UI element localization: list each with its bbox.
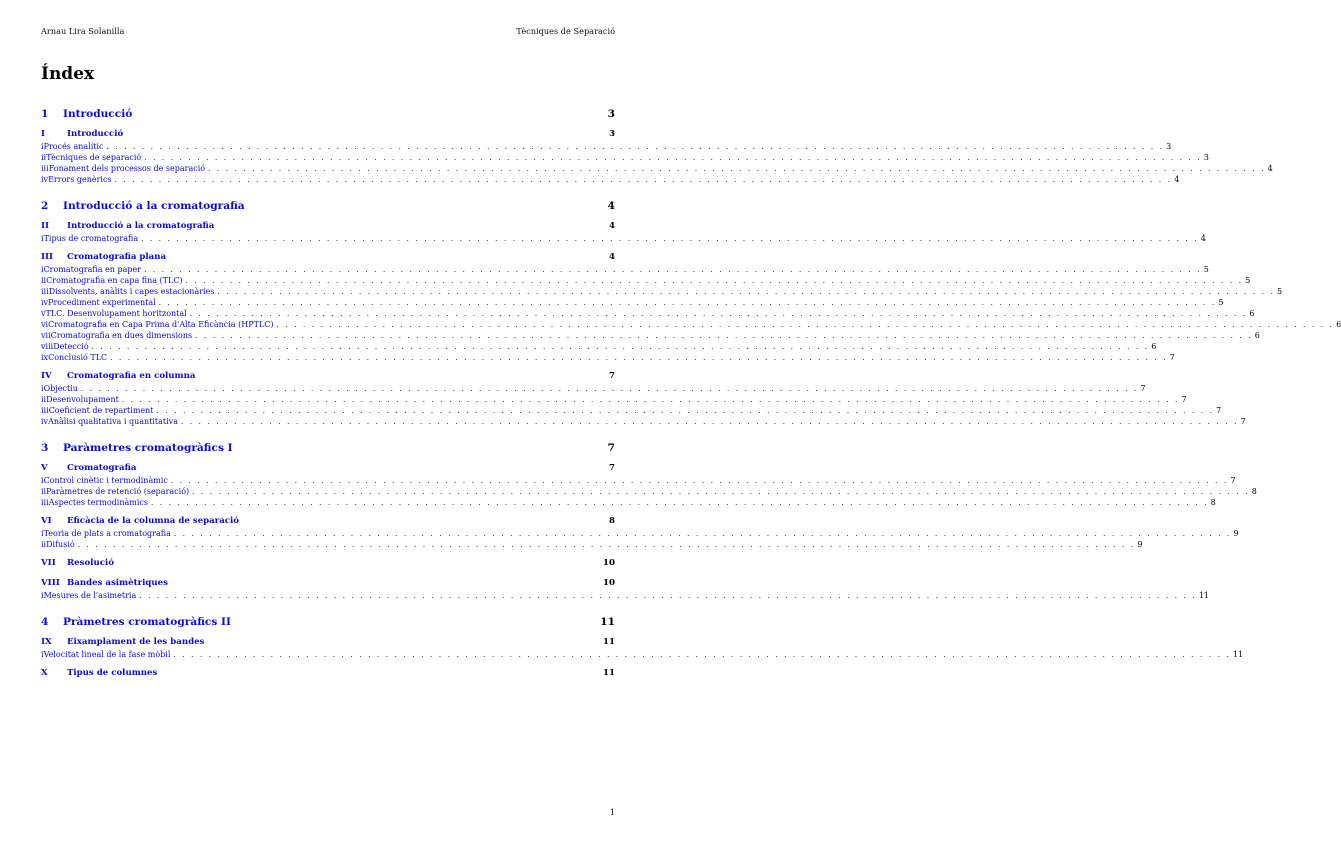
dot-leader: . . . . . . . . . . . . . . . . . . . . . . . . . . . . . . . . . . . . . . . . . . . . . . . . . . . . . . . . . . . . . . . . . . . . . . . . . . . . . . . . . . . . . . . . . . . . . . . . . . . . . . . . . . . . . . . . . . . . . . . . <box>139 592 1197 600</box>
toc-subsection-entry[interactable] <box>41 320 1341 331</box>
chapter-spacer <box>41 186 615 200</box>
dot-leader: . . . . . . . . . . . . . . . . . . . . . . . . . . . . . . . . . . . . . . . . . . . . . . . . . . . . . . . . . . . . . . . . . . . . . . . . . . . . . . . . . . . . . . . . . . . . . . . . . . . . . . . . . . . . . . . . . . . . . . . . <box>276 321 1335 329</box>
section-spacer <box>41 364 615 371</box>
toc-subsection-entry[interactable] <box>41 529 1239 540</box>
subsection-number: i <box>41 265 44 274</box>
dot-leader: . . . . . . . . . . . . . . . . . . . . . . . . . . . . . . . . . . . . . . . . . . . . . . . . . . . . . . . . . . . . . . . . . . . . . . . . . . . . . . . . . . . . . . . . . . . . . . . . . . . . . . . . . . . . . . . . . . . . . . . . <box>189 310 1248 318</box>
section-number: V <box>41 463 48 473</box>
section-page: 8 <box>609 516 615 526</box>
toc-subsection-entry[interactable] <box>41 342 1157 353</box>
toc-section-entry[interactable] <box>41 129 615 142</box>
chapter-page: 11 <box>600 616 615 628</box>
toc-subsection-entry[interactable] <box>41 287 1283 298</box>
section-title[interactable]: Cromatografia <box>67 463 137 473</box>
dot-leader: . . . . . . . . . . . . . . . . . . . . . . . . . . . . . . . . . . . . . . . . . . . . . . . . . . . . . . . . . . . . . . . . . . . . . . . . . . . . . . . . . . . . . . . . . . . . . . . . . . . . . . . . . . . . . . . . . . . . . . . . <box>144 266 1202 274</box>
toc-section-entry[interactable] <box>41 463 615 476</box>
toc-subsection-entry[interactable] <box>41 353 1175 364</box>
subsection-number: iii <box>41 498 49 507</box>
dot-leader: . . . . . . . . . . . . . . . . . . . . . . . . . . . . . . . . . . . . . . . . . . . . . . . . . . . . . . . . . . . . . . . . . . . . . . . . . . . . . . . . . . . . . . . . . . . . . . . . . . . . . . . . . . . . . . . . . . . . . . . . <box>121 396 1180 404</box>
toc-section-entry[interactable] <box>41 578 615 591</box>
section-title[interactable]: Cromatografia en columna <box>67 371 196 381</box>
subsection-page: 9 <box>1233 529 1239 538</box>
chapter-title[interactable]: Pràmetres cromatogràfics II <box>63 616 231 628</box>
dot-leader: . . . . . . . . . . . . . . . . . . . . . . . . . . . . . . . . . . . . . . . . . . . . . . . . . . . . . . . . . . . . . . . . . . . . . . . . . . . . . . . . . . . . . . . . . . . . . . . . . . . . . . . . . . . . . . . . . . . . . . . . <box>208 165 1266 173</box>
toc-subsection-entry[interactable] <box>41 265 1209 276</box>
subsection-page: 3 <box>1166 142 1172 151</box>
chapter-number: 3 <box>41 442 49 454</box>
dot-leader: . . . . . . . . . . . . . . . . . . . . . . . . . . . . . . . . . . . . . . . . . . . . . . . . . . . . . . . . . . . . . . . . . . . . . . . . . . . . . . . . . . . . . . . . . . . . . . . . . . . . . . . . . . . . . . . . . . . . . . . . <box>91 343 1150 351</box>
section-spacer <box>41 122 615 129</box>
section-number: IX <box>41 637 52 647</box>
chapter-title[interactable]: Introducció <box>63 108 133 120</box>
section-number: VI <box>41 516 52 526</box>
toc-section-entry[interactable] <box>41 221 615 234</box>
section-spacer <box>41 661 615 668</box>
subsection-page: 3 <box>1203 153 1209 162</box>
section-page: 10 <box>603 558 615 568</box>
dot-leader: . . . . . . . . . . . . . . . . . . . . . . . . . . . . . . . . . . . . . . . . . . . . . . . . . . . . . . . . . . . . . . . . . . . . . . . . . . . . . . . . . . . . . . . . . . . . . . . . . . . . . . . . . . . . . . . . . . . . . . . . <box>144 154 1202 162</box>
subsection-number: v <box>41 309 46 318</box>
subsection-title[interactable]: Procés analític <box>43 142 104 151</box>
subsection-number: iv <box>41 417 49 426</box>
section-page: 11 <box>603 668 615 678</box>
subsection-number: ii <box>41 395 47 404</box>
section-title[interactable]: Tipus de columnes <box>67 668 158 678</box>
dot-leader: . . . . . . . . . . . . . . . . . . . . . . . . . . . . . . . . . . . . . . . . . . . . . . . . . . . . . . . . . . . . . . . . . . . . . . . . . . . . . . . . . . . . . . . . . . . . . . . . . . . . . . . . . . . . . . . . . . . . . . . . <box>158 299 1217 307</box>
dot-leader: . . . . . . . . . . . . . . . . . . . . . . . . . . . . . . . . . . . . . . . . . . . . . . . . . . . . . . . . . . . . . . . . . . . . . . . . . . . . . . . . . . . . . . . . . . . . . . . . . . . . . . . . . . . . . . . . . . . . . . . . <box>110 354 1168 362</box>
subsection-page: 4 <box>1200 234 1206 243</box>
chapter-title[interactable]: Introducció a la cromatografia <box>63 200 245 212</box>
toc-subsection-entry[interactable] <box>41 540 1143 551</box>
dot-leader: . . . . . . . . . . . . . . . . . . . . . . . . . . . . . . . . . . . . . . . . . . . . . . . . . . . . . . . . . . . . . . . . . . . . . . . . . . . . . . . . . . . . . . . . . . . . . . . . . . . . . . . . . . . . . . . . . . . . . . . . <box>170 477 1229 485</box>
subsection-title[interactable]: Fonament dels processos de separació <box>48 164 206 173</box>
toc-chapter-entry[interactable] <box>41 616 615 630</box>
subsection-page: 9 <box>1137 540 1143 549</box>
section-number: VIII <box>41 578 60 588</box>
subsection-number: iv <box>41 175 49 184</box>
toc-subsection-entry[interactable] <box>41 476 1236 487</box>
section-page: 4 <box>609 252 615 262</box>
subsection-page: 7 <box>1240 417 1246 426</box>
subsection-page: 11 <box>1198 591 1210 600</box>
subsection-page: 5 <box>1277 287 1283 296</box>
subsection-number: ii <box>41 487 47 496</box>
table-of-contents <box>41 108 1341 681</box>
section-spacer <box>41 551 615 558</box>
section-spacer <box>41 571 615 578</box>
toc-subsection-entry[interactable] <box>41 487 1257 498</box>
chapter-page: 4 <box>607 200 615 212</box>
dot-leader: . . . . . . . . . . . . . . . . . . . . . . . . . . . . . . . . . . . . . . . . . . . . . . . . . . . . . . . . . . . . . . . . . . . . . . . . . . . . . . . . . . . . . . . . . . . . . . . . . . . . . . . . . . . . . . . . . . . . . . . . <box>180 418 1239 426</box>
section-spacer <box>41 214 615 221</box>
subsection-number: i <box>41 384 44 393</box>
subsection-number: viii <box>41 342 54 351</box>
toc-subsection-entry[interactable] <box>41 234 1206 245</box>
subsection-number: iii <box>41 287 49 296</box>
subsection-page: 5 <box>1218 298 1224 307</box>
section-title[interactable]: Introducció <box>67 129 124 139</box>
subsection-number: i <box>41 529 44 538</box>
section-title[interactable]: Cromatografia plana <box>67 252 167 262</box>
subsection-title[interactable]: Teoria de plats a cromatografia <box>43 529 171 538</box>
section-number: I <box>41 129 46 139</box>
dot-leader: . . . . . . . . . . . . . . . . . . . . . . . . . . . . . . . . . . . . . . . . . . . . . . . . . . . . . . . . . . . . . . . . . . . . . . . . . . . . . . . . . . . . . . . . . . . . . . . . . . . . . . . . . . . . . . . . . . . . . . . . <box>106 143 1165 151</box>
subsection-title[interactable]: Aspectes termodinàmics <box>48 498 149 507</box>
toc-subsection-entry[interactable] <box>41 384 1146 395</box>
toc-section-entry[interactable] <box>41 558 615 571</box>
page-number: 1 <box>609 808 615 817</box>
subsection-title[interactable]: Control cinètic i termodinàmic <box>43 476 168 485</box>
toc-subsection-entry[interactable] <box>41 153 1209 164</box>
section-number: X <box>41 668 48 678</box>
section-page: 7 <box>609 463 615 473</box>
dot-leader: . . . . . . . . . . . . . . . . . . . . . . . . . . . . . . . . . . . . . . . . . . . . . . . . . . . . . . . . . . . . . . . . . . . . . . . . . . . . . . . . . . . . . . . . . . . . . . . . . . . . . . . . . . . . . . . . . . . . . . . . <box>141 235 1199 243</box>
subsection-title[interactable]: Velocitat lineal de la fase mòbil <box>43 650 171 659</box>
toc-subsection-entry[interactable] <box>41 298 1224 309</box>
section-page: 7 <box>609 371 615 381</box>
subsection-title[interactable]: Cromatografia en dues dimensions <box>50 331 193 340</box>
toc-subsection-entry[interactable] <box>41 406 1222 417</box>
subsection-title[interactable]: Errors genèrics <box>48 175 112 184</box>
section-number: II <box>41 221 50 231</box>
section-spacer <box>41 245 615 252</box>
header-author: Arnau Lira Solanilla <box>41 26 125 36</box>
subsection-title[interactable]: Coeficient de repartiment <box>48 406 154 415</box>
subsection-number: vi <box>41 320 49 329</box>
toc-chapter-entry[interactable] <box>41 442 615 456</box>
toc-section-entry[interactable] <box>41 252 615 265</box>
section-title[interactable]: Resolució <box>67 558 114 568</box>
toc-subsection-entry[interactable] <box>41 164 1273 175</box>
toc-section-entry[interactable] <box>41 637 615 650</box>
toc-subsection-entry[interactable] <box>41 498 1216 509</box>
subsection-title[interactable]: Difusió <box>46 540 75 549</box>
subsection-title[interactable]: Tipus de cromatografia <box>43 234 139 243</box>
dot-leader: . . . . . . . . . . . . . . . . . . . . . . . . . . . . . . . . . . . . . . . . . . . . . . . . . . . . . . . . . . . . . . . . . . . . . . . . . . . . . . . . . . . . . . . . . . . . . . . . . . . . . . . . . . . . . . . . . . . . . . . . <box>77 541 1136 549</box>
subsection-title[interactable]: Dissolvents, anàlits i capes estacionàries <box>48 287 215 296</box>
subsection-title[interactable]: Paràmetres de retenció (separació) <box>46 487 190 496</box>
subsection-title[interactable]: Anàlisi qualitativa i quantitativa <box>48 417 178 426</box>
subsection-page: 5 <box>1245 276 1251 285</box>
subsection-title[interactable]: Cromatografia en Capa Prima d'Alta Eficància (HPTLC) <box>48 320 274 329</box>
toc-subsection-entry[interactable] <box>41 395 1187 406</box>
dot-leader: . . . . . . . . . . . . . . . . . . . . . . . . . . . . . . . . . . . . . . . . . . . . . . . . . . . . . . . . . . . . . . . . . . . . . . . . . . . . . . . . . . . . . . . . . . . . . . . . . . . . . . . . . . . . . . . . . . . . . . . . <box>151 499 1209 507</box>
dot-leader: . . . . . . . . . . . . . . . . . . . . . . . . . . . . . . . . . . . . . . . . . . . . . . . . . . . . . . . . . . . . . . . . . . . . . . . . . . . . . . . . . . . . . . . . . . . . . . . . . . . . . . . . . . . . . . . . . . . . . . . . <box>185 277 1244 285</box>
subsection-number: i <box>41 650 44 659</box>
subsection-page: 6 <box>1151 342 1157 351</box>
subsection-title[interactable]: Conclusió TLC <box>48 353 108 362</box>
subsection-title[interactable]: Detecció <box>53 342 89 351</box>
subsection-title[interactable]: Cromatografia en capa fina (TLC) <box>46 276 183 285</box>
subsection-number: i <box>41 142 44 151</box>
subsection-page: 7 <box>1169 353 1175 362</box>
subsection-title[interactable]: Objectiu <box>43 384 78 393</box>
subsection-page: 7 <box>1216 406 1222 415</box>
page-title: Índex <box>41 64 95 84</box>
subsection-title[interactable]: Mesures de l'asimetria <box>43 591 137 600</box>
chapter-spacer <box>41 602 615 616</box>
subsection-number: ii <box>41 540 47 549</box>
toc-subsection-entry[interactable] <box>41 417 1246 428</box>
subsection-number: i <box>41 591 44 600</box>
subsection-number: ix <box>41 353 49 362</box>
running-header <box>41 26 615 36</box>
section-number: VII <box>41 558 56 568</box>
toc-subsection-entry[interactable] <box>41 175 1180 186</box>
section-title[interactable]: Introducció a la cromatografia <box>67 221 215 231</box>
section-spacer <box>41 456 615 463</box>
toc-subsection-entry[interactable] <box>41 142 1172 153</box>
subsection-page: 6 <box>1336 320 1341 329</box>
section-title[interactable]: Bandes asimètriques <box>67 578 168 588</box>
chapter-page: 7 <box>607 442 615 454</box>
subsection-number: ii <box>41 276 47 285</box>
dot-leader: . . . . . . . . . . . . . . . . . . . . . . . . . . . . . . . . . . . . . . . . . . . . . . . . . . . . . . . . . . . . . . . . . . . . . . . . . . . . . . . . . . . . . . . . . . . . . . . . . . . . . . . . . . . . . . . . . . . . . . . . <box>114 176 1173 184</box>
section-number: III <box>41 252 54 262</box>
subsection-page: 6 <box>1249 309 1255 318</box>
dot-leader: . . . . . . . . . . . . . . . . . . . . . . . . . . . . . . . . . . . . . . . . . . . . . . . . . . . . . . . . . . . . . . . . . . . . . . . . . . . . . . . . . . . . . . . . . . . . . . . . . . . . . . . . . . . . . . . . . . . . . . . . <box>195 332 1253 340</box>
section-number: IV <box>41 371 52 381</box>
subsection-number: iii <box>41 406 49 415</box>
toc-section-entry[interactable] <box>41 516 615 529</box>
subsection-title[interactable]: Desenvolupament <box>46 395 119 404</box>
subsection-number: iii <box>41 164 49 173</box>
chapter-title[interactable]: Paràmetres cromatogràfics I <box>63 442 233 454</box>
toc-chapter-entry[interactable] <box>41 108 615 122</box>
section-page: 4 <box>609 221 615 231</box>
toc-subsection-entry[interactable] <box>41 331 1260 342</box>
subsection-page: 6 <box>1254 331 1260 340</box>
toc-section-entry[interactable] <box>41 668 615 681</box>
section-spacer <box>41 509 615 516</box>
dot-leader: . . . . . . . . . . . . . . . . . . . . . . . . . . . . . . . . . . . . . . . . . . . . . . . . . . . . . . . . . . . . . . . . . . . . . . . . . . . . . . . . . . . . . . . . . . . . . . . . . . . . . . . . . . . . . . . . . . . . . . . . <box>156 407 1215 415</box>
section-title[interactable]: Eixamplament de les bandes <box>67 637 205 647</box>
toc-section-entry[interactable] <box>41 371 615 384</box>
subsection-number: i <box>41 234 44 243</box>
dot-leader: . . . . . . . . . . . . . . . . . . . . . . . . . . . . . . . . . . . . . . . . . . . . . . . . . . . . . . . . . . . . . . . . . . . . . . . . . . . . . . . . . . . . . . . . . . . . . . . . . . . . . . . . . . . . . . . . . . . . . . . . <box>173 530 1232 538</box>
dot-leader: . . . . . . . . . . . . . . . . . . . . . . . . . . . . . . . . . . . . . . . . . . . . . . . . . . . . . . . . . . . . . . . . . . . . . . . . . . . . . . . . . . . . . . . . . . . . . . . . . . . . . . . . . . . . . . . . . . . . . . . . <box>192 488 1250 496</box>
subsection-title[interactable]: Tècniques de separació <box>46 153 142 162</box>
subsection-number: i <box>41 476 44 485</box>
section-page: 10 <box>603 578 615 588</box>
dot-leader: . . . . . . . . . . . . . . . . . . . . . . . . . . . . . . . . . . . . . . . . . . . . . . . . . . . . . . . . . . . . . . . . . . . . . . . . . . . . . . . . . . . . . . . . . . . . . . . . . . . . . . . . . . . . . . . . . . . . . . . . <box>217 288 1276 296</box>
dot-leader: . . . . . . . . . . . . . . . . . . . . . . . . . . . . . . . . . . . . . . . . . . . . . . . . . . . . . . . . . . . . . . . . . . . . . . . . . . . . . . . . . . . . . . . . . . . . . . . . . . . . . . . . . . . . . . . . . . . . . . . . <box>80 385 1139 393</box>
subsection-page: 4 <box>1174 175 1180 184</box>
subsection-number: iv <box>41 298 49 307</box>
toc-chapter-entry[interactable] <box>41 200 615 214</box>
section-page: 11 <box>603 637 615 647</box>
toc-subsection-entry[interactable] <box>41 650 1244 661</box>
toc-subsection-entry[interactable] <box>41 276 1251 287</box>
section-page: 3 <box>609 129 615 139</box>
chapter-page: 3 <box>607 108 615 120</box>
subsection-page: 8 <box>1251 487 1257 496</box>
header-subject: Tècniques de Separació <box>516 26 615 36</box>
subsection-title[interactable]: Cromatografia en paper <box>43 265 142 274</box>
toc-subsection-entry[interactable] <box>41 309 1255 320</box>
subsection-number: ii <box>41 153 47 162</box>
chapter-number: 2 <box>41 200 49 212</box>
chapter-number: 4 <box>41 616 49 628</box>
subsection-title[interactable]: TLC. Desenvolupament horitzontal <box>45 309 187 318</box>
subsection-number: vii <box>41 331 51 340</box>
subsection-page: 5 <box>1203 265 1209 274</box>
subsection-page: 7 <box>1140 384 1146 393</box>
section-title[interactable]: Eficàcia de la columna de separació <box>67 516 240 526</box>
chapter-number: 1 <box>41 108 49 120</box>
toc-subsection-entry[interactable] <box>41 591 1210 602</box>
subsection-page: 8 <box>1210 498 1216 507</box>
subsection-page: 4 <box>1267 164 1273 173</box>
subsection-page: 7 <box>1230 476 1236 485</box>
section-spacer <box>41 630 615 637</box>
chapter-spacer <box>41 428 615 442</box>
dot-leader: . . . . . . . . . . . . . . . . . . . . . . . . . . . . . . . . . . . . . . . . . . . . . . . . . . . . . . . . . . . . . . . . . . . . . . . . . . . . . . . . . . . . . . . . . . . . . . . . . . . . . . . . . . . . . . . . . . . . . . . . <box>173 651 1232 659</box>
subsection-page: 11 <box>1233 650 1244 659</box>
subsection-title[interactable]: Procediment experimental <box>48 298 156 307</box>
subsection-page: 7 <box>1181 395 1187 404</box>
